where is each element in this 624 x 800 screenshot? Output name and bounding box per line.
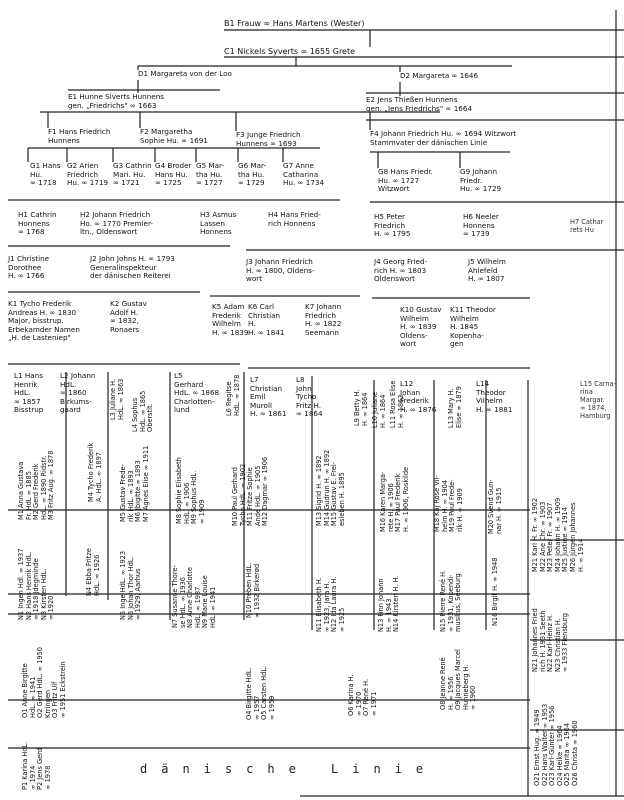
person-node-o21: O21 Ernst Hug. ∞ 1949 O22 Hans Walter ∞ 1953 O23 Karl-Günter ∞ 1956 O24 Heike ∞ 1964 O25 Marita ∞ 1964 O26 Christa ∞ 1960 (533, 703, 579, 786)
line-caption: dänische Linie (140, 762, 438, 776)
person-node-b1: B1 Frauw ∞ Hans Martens (Wester) (224, 19, 365, 28)
person-node-f1: F1 Hans Friedrich Hunnens (48, 127, 111, 145)
person-node-o8: O8 Jeanne René H. ∞ 1956 O9 Jacques Marcel Hunneberg H. ∞ 1960 (439, 649, 478, 710)
person-node-e1: E1 Hunne Siverts Hunnens gen. „Friedrichs" ∞ 1663 (68, 92, 165, 110)
edge-fragment-l15: L15 Carna- rina Margar. ∞ 1874, Hamburg (580, 380, 616, 420)
person-node-e2: E2 Jens Thießen Hunnens gen. „Jens Friedrichs" ∞ 1664 (366, 95, 473, 113)
person-node-k5: K5 Adam Frederik Wilhelm H. ∞ 1839 (212, 302, 249, 337)
person-node-d2: D2 Margareta ∞ 1646 (400, 71, 479, 80)
person-node-l9: L9 Betty H. H. ∞ 1864 (353, 389, 369, 426)
person-node-l11: L11 Rosa Elise H. ∞ 1862 (389, 380, 405, 428)
person-node-o4: O4 Birgitte HdL. ∞ 1957 O5 Carsten HdL. ∞ 1959 (245, 665, 276, 720)
person-node-l2: L2 Johann HdL. ∞ 1860 Birkums- gaard (60, 371, 96, 415)
person-node-g1: G1 Hans Hu. ∞ 1718 (30, 161, 61, 188)
person-node-m13: M13 Sigrid H. ∞ 1892 M14 Gudrun H. ∞ 1892 M15 Gustav E. Frei- esleben H. 1895 (315, 449, 346, 526)
person-node-l14: L14 Theodor Vilhelm H. ∞ 1881 (476, 379, 513, 414)
person-node-o1: O1 Anne Birgitte HdL. ∞ 1941 O2 Gerd HdL. ∞ 1950 Krringen O3 Fritz Ulf ∞ 1951 Eckstrein (21, 647, 67, 718)
person-node-m8: M8 Sophie Elisabeth HdL. ∞ 1906 M9 Sophus HdL. ∞ 1909 (175, 457, 206, 524)
person-node-l10: L10 Juliane H. ∞ 1864 (371, 391, 387, 428)
person-node-h3: H3 Asmus Lassen Honnens (200, 210, 237, 237)
person-node-n5: N5 Inge HdL. ∞ 1923 N6 Johan Thor HdL. ∞ 1929, Aarhus (119, 550, 143, 620)
person-node-g3: G3 Cathrin Mari. Hu. ∞ 1721 (113, 161, 152, 188)
person-node-g7: G7 Anne Catharina Hu. ∞ 1734 (283, 161, 325, 188)
person-node-g5: G5 Mar- tha Hu. ∞ 1727 (196, 161, 225, 188)
person-node-n10: N10 Preben HdL. ∞ 1932 Birkerød (245, 562, 261, 618)
person-node-f2: F2 Margaretha Sophie Hu. ∞ 1691 (140, 127, 208, 145)
person-node-m20: M20 Svend Gun- nar H. ∞ 1915 (487, 479, 503, 534)
person-node-h5: H5 Peter Friedrich H. ∞ 1795 (374, 212, 411, 239)
person-node-j5: J5 Wilhelm Ahlefeld H. ∞ 1807 (468, 257, 506, 284)
person-node-g4: G4 Broder Hans Hu. ∞ 1725 (155, 161, 192, 188)
person-node-m10: M10 Paul Gerhard Tycho HdL. ∞ 1902 M11 Fritze Sophie Ande HdL. ∞ 1905 M12 Dagmar ∞ 1906 (231, 456, 270, 526)
person-node-n15: N15 Pierre René H. ∞ 1931, Kopendi- musikus, Seeburg (439, 569, 463, 632)
person-node-j1: J1 Christine Dorothee H. ∞ 1766 (8, 254, 50, 281)
person-node-n1: N1 Ingen Hdl. ∞ 1937 N2 Hans Henrik HdL. ∞ 1918 Jdegminde N3 Kirsten HdL. ∞ 1920 (17, 548, 56, 620)
person-node-k11: K11 Theodor Wilhelm H. 1845 Kopenha- gen (450, 305, 496, 349)
person-node-d1: D1 Margareta von der Loo (138, 69, 232, 78)
person-node-g2: G2 Arien Friedrich Hu. ∞ 1719 (67, 161, 109, 188)
person-node-n4: N4 Ebba Fritze HdL. ∞ 1926 (85, 548, 101, 596)
person-node-h4: H4 Hans Fried- rich Honnens (268, 210, 321, 228)
person-node-g9: G9 Johann Friedr. Hu. ∞ 1729 (460, 167, 502, 194)
person-node-l1: L1 Hans Henrik HdL. ∞ 1857 Bisstrup (14, 371, 44, 415)
person-node-l6: L6 Regitse HdL. ∞ 1878 (225, 374, 241, 416)
person-node-l4: L4 Sophus HdL. ∞ 1865 Oberstlt. (131, 390, 155, 432)
person-node-l5: L5 Gerhard HdL. ∞ 1868 Charlotten- lund (174, 371, 220, 415)
person-node-f4: F4 Johann Friedrich Hu. ∞ 1694 Witzwort Stammvater der dänischen Linie (370, 129, 517, 147)
person-node-g8: G8 Hans Friedr. Hu. ∞ 1727 Witzwort (378, 167, 433, 194)
person-node-n13: N13 Finn Johann H. ∞ 1943 N14 Kirsten H. H. (377, 575, 401, 632)
person-node-f3: F3 Junge Friedrich Hunnens ∞ 1693 (236, 130, 301, 148)
person-node-n16: N16 Birgit H. ∞ 1948 (491, 557, 499, 626)
person-node-l12: L12 Johan Frederik H. ∞ 1876 (400, 379, 437, 414)
person-node-l13: L13 Mary H. Elise ∞ 1879 (447, 386, 463, 428)
person-node-h6: H6 Neeler Honnens ∞ 1739 (463, 212, 499, 239)
person-node-n21: N21 Johannes Fried rich H. 1931 Seeth N22 Karl-Heinz H. N23 Christian H. ∞ 1933 Flensburg (531, 608, 570, 672)
person-node-g6: G6 Mar- tha Hu. ∞ 1729 (238, 161, 267, 188)
person-node-k1: K1 Tycho Frederik Andreas H. ∞ 1830 Major, bisstrup. Erbekamder Namen „H. de Lasteniep" (8, 299, 80, 343)
person-node-l3: L3 Juliane H. HdL. ∞ 1863 (109, 378, 125, 420)
person-node-p1: P1 Karina HdL. ∞ 1974 P2 Jens Gerd ∞ 1978 (21, 741, 52, 790)
person-node-m1: M1 Anna Gustava Fr. HdL ∞ 1885 M2 Gerd Frederik HdL. ∞ 1890 Ridstr. M3 Fritz Aug. ∞ 1878 (17, 450, 56, 520)
person-node-m16: M16 Karen Marga- rete H. ∞ 1906 M17 Paul Frederik H. ∞ 1906, Roskilde (379, 466, 410, 532)
person-node-j2: J2 John Johns H. ∞ 1793 Generalinspekteur der dänischen Reiterei (90, 254, 175, 281)
person-node-m4: M4 Tycho Frederik A. HdL. ∞ 1897 (87, 442, 103, 502)
person-node-o6: O6 Karina H. ∞ 1970 O7 René H. ∞ 1971 (347, 674, 378, 716)
person-node-l8: L8 John Tycho Fritz H. ∞ 1864 (296, 375, 323, 419)
person-node-k7: K7 Johann Friedrich H. ∞ 1822 Seemann (305, 302, 342, 337)
person-node-m18: M18 Kaj Rose Vil- helm H. ∞ 1904 M19 Poul Frede- rik H. ∞ 1909 (433, 475, 464, 532)
edge-fragment-h7: H7 Cathar rets Hu (570, 218, 604, 234)
person-node-k6: K6 Carl Christian H. H. ∞ 1841 (248, 302, 285, 337)
person-node-h1: H1 Cathrin Honnens ∞ 1768 (18, 210, 57, 237)
person-node-k2: K2 Gustav Adolf H. ∞ 1832, Ronaers (110, 299, 147, 334)
person-node-m5: M5 Gustav Frede- rik HdL. ∞ 1893 M6 Jbigitte ∞ 1893 M7 Agnes Elise ∞ 1911 (119, 445, 150, 522)
person-node-k10: K10 Gustav Wilhelm H. ∞ 1839 Oldens- wort (400, 305, 442, 349)
person-node-m21: M21 Karl H. Fr. ∞ 1902 M22 Ane Chr. ∞ 1903 M23 Peter Fr. ∞ 1907 M24 Johann H. ∞ 1909 M25 Justine ∞ 1914 M26 Jürgen Johannes H. ∞ 1914 (531, 497, 585, 572)
person-node-j3: J3 Johann Friedrich H. ∞ 1800, Oldens- wort (246, 257, 315, 284)
person-node-n7: N7 Susanne Thore- se HdL. ∞ 1936 N8 Anne Charlotte HdL. ∞ 1937 N9 Marie Louise HdL. ∞ 1941 (171, 565, 217, 628)
person-node-l7: L7 Christian Emil Muroll H. ∞ 1861 (250, 375, 287, 419)
person-node-j4: J4 Georg Fried- rich H. ∞ 1803 Oldenswort (374, 257, 428, 284)
person-node-n11: N11 Elisabeth H. ∞ 1923, Jara H. N12 Ida Laura H. ∞ 1925 (315, 576, 346, 632)
person-node-h2: H2 Johann Friedrich Ho. ∞ 1770 Premier- ltn., Oldenswort (80, 210, 154, 237)
person-node-c1: C1 Nickels Syverts ∞ 1655 Grete (224, 47, 356, 56)
